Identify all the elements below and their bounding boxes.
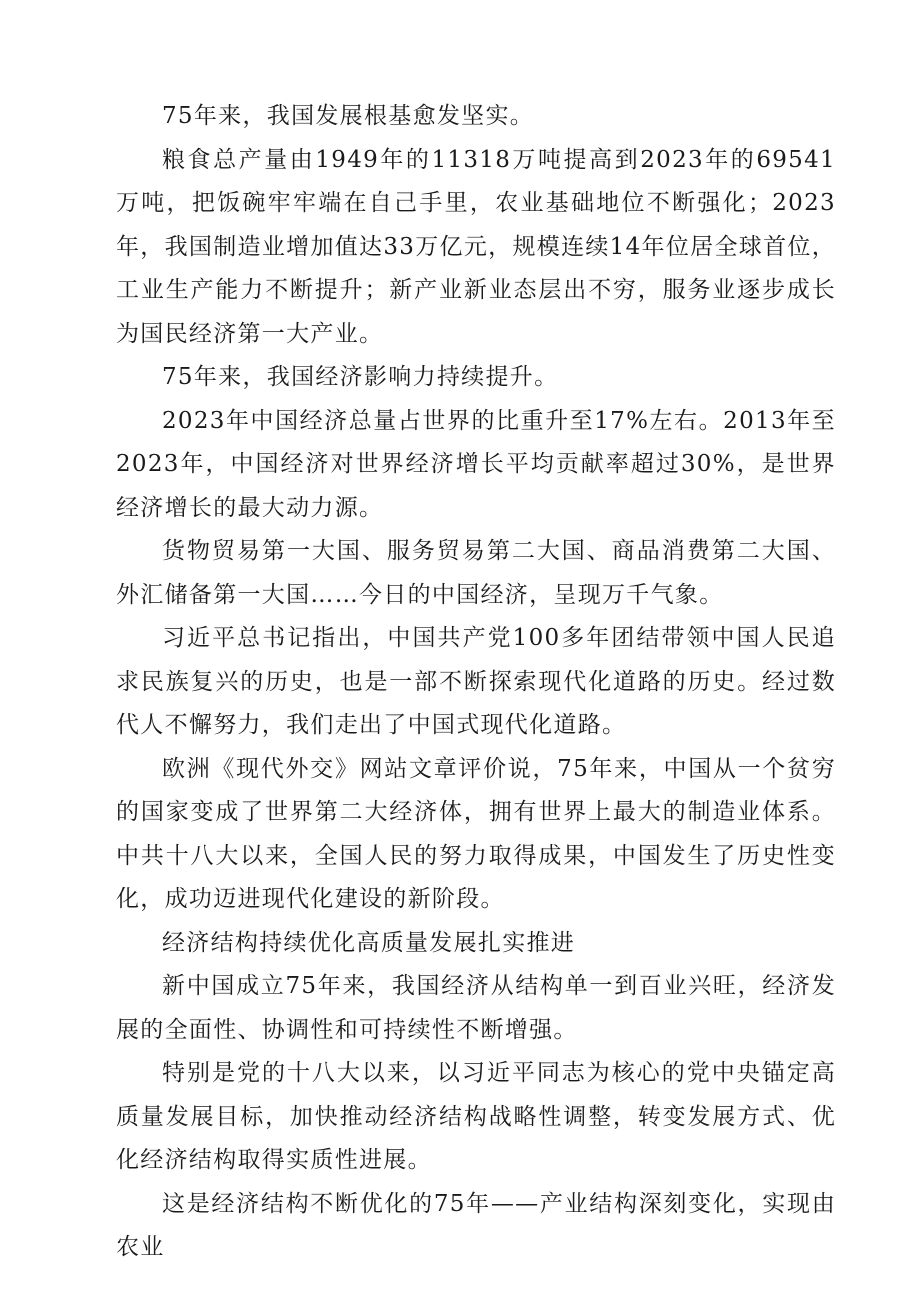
paragraph-4: 2023年中国经济总量占世界的比重升至17%左右。2013年至2023年，中国经济对世界经济增长平均贡献率超过30%，是世界经济增长的最大动力源。 [116,407,836,521]
paragraph-7: 欧洲《现代外交》网站文章评价说，75年来，中国从一个贫穷的国家变成了世界第二大经济体，拥有世界上最大的制造业体系。中共十八大以来，全国人民的努力取得成果，中国发生了历史性变化，成功迈进现代化建设的新阶段。 [116,755,836,912]
paragraph-1: 75年来，我国发展根基愈发坚实。 [162,103,535,129]
paragraph-9: 特别是党的十八大以来，以习近平同志为核心的党中央锚定高质量发展目标，加快推动经济结构战略性调整，转变发展方式、优化经济结构取得实质性进展。 [116,1060,836,1173]
paragraph-5: 货物贸易第一大国、服务贸易第二大国、商品消费第二大国、外汇储备第一大国……今日的中国经济，呈现万千气象。 [116,538,836,608]
paragraph-8: 新中国成立75年来，我国经济从结构单一到百业兴旺，经济发展的全面性、协调性和可持续性不断增强。 [116,973,836,1043]
section-heading: 经济结构持续优化高质量发展扎实推进 [162,929,576,956]
document-body [116,95,836,1270]
paragraph-6: 习近平总书记指出，中国共产党100多年团结带领中国人民追求民族复兴的历史，也是一部不断探索现代化道路的历史。经过数代人不懈努力，我们走出了中国式现代化道路。 [116,625,836,738]
paragraph-10: 这是经济结构不断优化的75年——产业结构深刻变化，实现由农业 [116,1190,836,1260]
paragraph-2: 粮食总产量由1949年的11318万吨提高到2023年的69541万吨，把饭碗牢牢端在自己手里，农业基础地位不断强化；2023年，我国制造业增加值达33万亿元，规模连续14年位居全球首位，工业生产能力不断提升；新产业新业态层出不穷，服务业逐步成长为国民经济第一大产业。 [116,146,836,347]
paragraph-3: 75年来，我国经济影响力持续提升。 [162,364,559,390]
